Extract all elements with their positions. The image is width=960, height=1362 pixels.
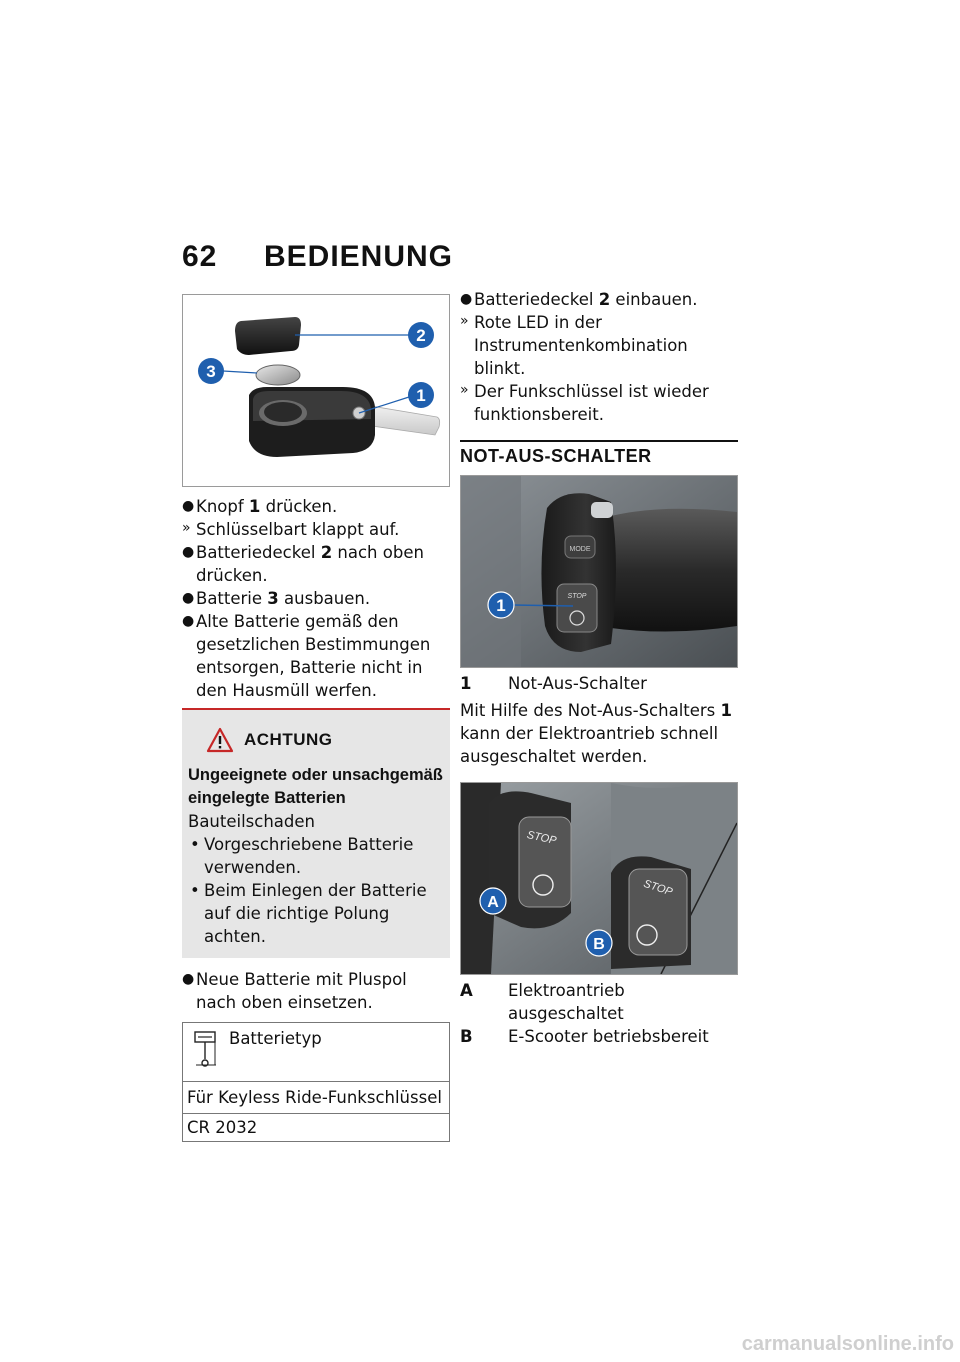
- left-column: [182, 294, 450, 1142]
- callout-2: 2: [416, 326, 426, 345]
- switch-positions-figure: [460, 782, 738, 975]
- step-item: ● Batterie 3 ausbauen.: [182, 589, 371, 608]
- step-item: ● Knopf 1 drücken.: [182, 497, 338, 516]
- callout-a: A: [487, 894, 499, 911]
- result-item: » Rote LED in der Instrumentenkombination blinkt.: [460, 311, 738, 380]
- right-column: [460, 288, 738, 1048]
- warning-item: • Vorgeschriebene Batterie verwenden.: [190, 835, 414, 877]
- section-title: NOT-AUS-SCHALTER: [460, 446, 652, 466]
- result-marker: »: [182, 520, 191, 536]
- stop-button-label: STOP: [567, 593, 587, 600]
- battery-gauge-icon: [193, 1029, 219, 1069]
- callout-1: 1: [496, 596, 506, 615]
- step-marker: ●: [182, 971, 195, 987]
- step-marker: ●: [182, 613, 195, 629]
- handlebar-switch-figure: [460, 475, 738, 668]
- result-item: » Schlüsselbart klappt auf.: [182, 518, 450, 541]
- kill-switch-paragraph: Mit Hilfe des Not-Aus-Schalters 1 kann der Elektroantrieb schnell ausgeschaltet werden.: [460, 701, 733, 766]
- page-header: [182, 240, 453, 274]
- callout-b: B: [593, 936, 605, 953]
- spec-description: Für Keyless Ride-Funkschlüssel: [183, 1082, 449, 1114]
- step-marker: ●: [460, 291, 473, 307]
- step-marker: ●: [182, 590, 195, 606]
- warning-item: • Beim Einlegen der Batterie auf die richtige Polung achten.: [190, 881, 427, 946]
- stop-label-b: STOP: [641, 877, 674, 899]
- callout-3: 3: [206, 362, 216, 381]
- bullet-icon: •: [190, 835, 200, 854]
- figure-caption: B E-Scooter betriebsbereit: [460, 1027, 709, 1046]
- figure-caption: 1 Not-Aus-Schalter: [460, 674, 647, 693]
- reassembly-steps: [460, 288, 738, 426]
- figure-caption: A Elektroantrieb ausgeschaltet: [460, 981, 625, 1023]
- warning-header: [188, 718, 444, 762]
- callout-1: 1: [416, 386, 426, 405]
- step-item: ● Alte Batterie gemäß den gesetzlichen Bestimmungen entsorgen, Batterie nicht in den Hausmüll werfen.: [182, 612, 431, 700]
- watermark: carmanualsonline.info: [741, 1333, 954, 1355]
- step-marker: ●: [182, 498, 195, 514]
- stop-label-a: STOP: [525, 829, 558, 848]
- result-item: » Der Funkschlüssel ist wieder funktionsbereit.: [460, 380, 738, 426]
- battery-steps: [182, 495, 450, 702]
- step-marker: ●: [182, 544, 195, 560]
- insert-steps: [182, 968, 450, 1014]
- warning-title: Ungeeignete oder unsachgemäß eingelegte Batterien: [188, 766, 443, 807]
- spec-value: CR 2032: [187, 1118, 258, 1137]
- warning-box: [182, 708, 450, 958]
- warning-triangle-icon: [206, 727, 234, 753]
- result-marker: »: [460, 313, 469, 329]
- battery-spec-table: [182, 1022, 450, 1142]
- step-item: ● Neue Batterie mit Pluspol nach oben einsetzen.: [182, 970, 407, 1012]
- page-title: BEDIENUNG: [264, 240, 454, 273]
- bullet-icon: •: [190, 881, 200, 900]
- result-marker: »: [460, 382, 469, 398]
- page-number: 62: [182, 240, 218, 273]
- key-battery-figure: [182, 294, 450, 487]
- warning-list: [188, 833, 444, 948]
- mode-button-label: MODE: [569, 546, 591, 553]
- step-item: ● Batteriedeckel 2 einbauen.: [460, 290, 698, 309]
- spec-header-row: [183, 1023, 449, 1082]
- warning-consequence: Bauteilschaden: [188, 812, 315, 831]
- section-divider: [460, 440, 738, 442]
- warning-heading: ACHTUNG: [244, 730, 333, 749]
- step-item: ● Batteriedeckel 2 nach oben drücken.: [182, 543, 424, 585]
- spec-label: Batterietyp: [229, 1029, 322, 1048]
